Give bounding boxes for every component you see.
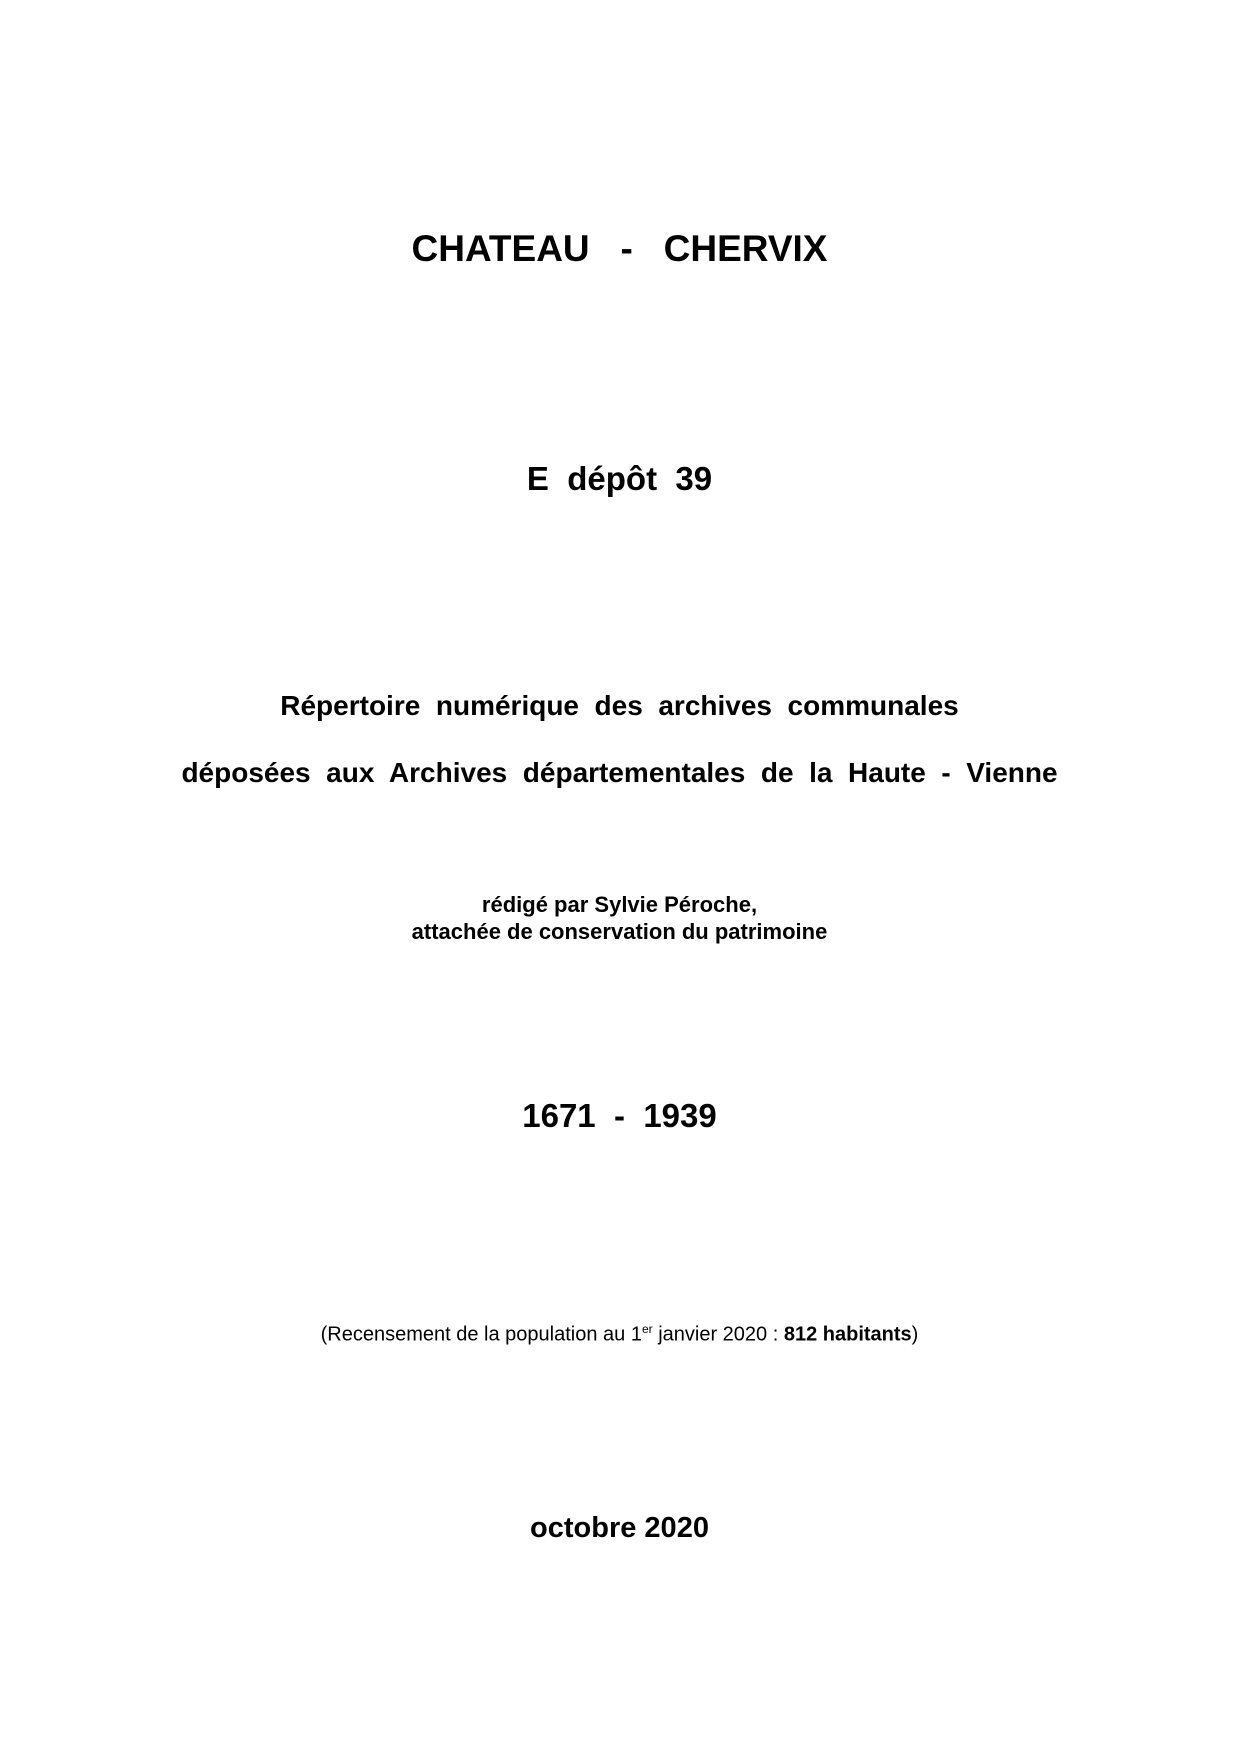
census-superscript: er [641,1322,653,1336]
subtitle-line-2: déposées aux Archives départementales de la Haute - Vienne [181,757,1058,788]
census-note [0,1322,1239,1347]
census-population: 812 habitants [783,1323,912,1346]
document-title: CHATEAU - CHERVIX [411,228,828,269]
subtitle-line-1: Répertoire numérique des archives communales [280,690,959,721]
date-range: 1671 - 1939 [522,1097,717,1134]
edition-date: octobre 2020 [530,1512,709,1544]
census-middle: janvier 2020 : [652,1323,784,1346]
author-line-1: rédigé par Sylvie Péroche, [481,892,758,917]
census-prefix: (Recensement de la population au 1 [320,1323,642,1346]
depot-reference: E dépôt 39 [526,460,713,497]
author-line-2: attachée de conservation du patrimoine [411,919,828,944]
census-suffix: ) [911,1323,919,1346]
